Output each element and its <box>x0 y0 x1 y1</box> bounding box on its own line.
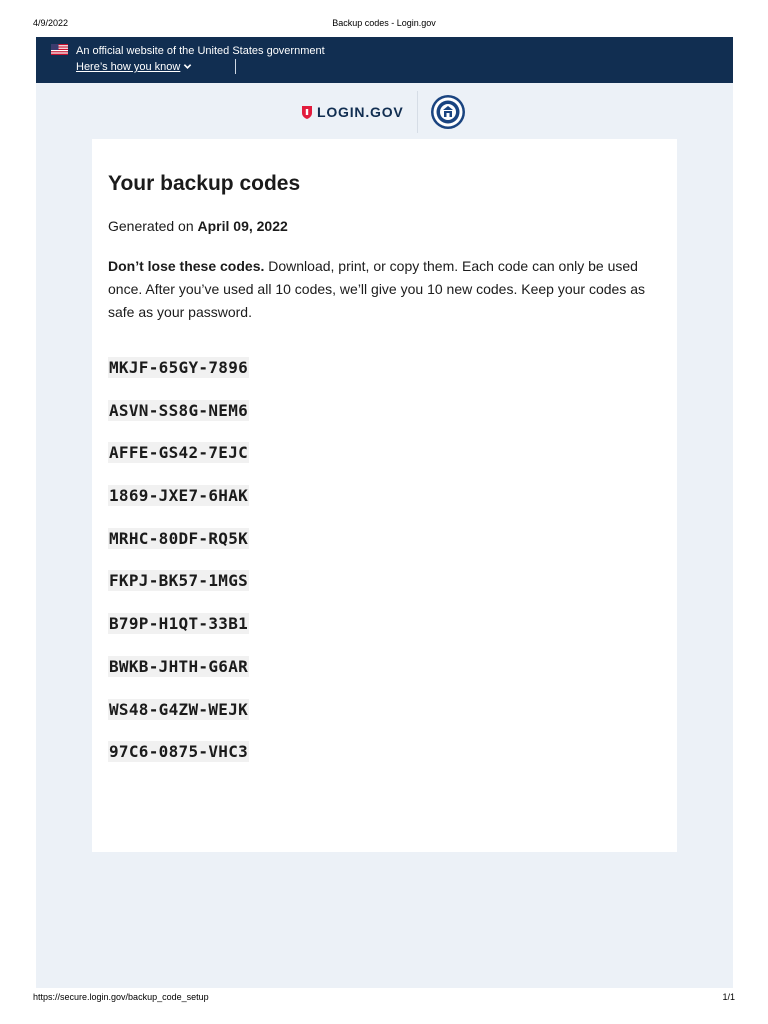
generated-date: April 09, 2022 <box>197 218 288 234</box>
shield-icon <box>301 105 313 120</box>
backup-code: B79P-H1QT-33B1 <box>109 614 249 634</box>
list-item <box>108 485 249 528</box>
backup-codes-card <box>92 139 677 852</box>
backup-code: WS48-G4ZW-WEJK <box>109 699 249 719</box>
list-item <box>108 400 249 443</box>
list-item <box>108 656 249 699</box>
list-item <box>108 357 249 400</box>
gov-banner <box>36 37 733 83</box>
print-footer <box>0 992 768 1006</box>
print-header <box>0 18 768 32</box>
us-flag-icon <box>51 44 68 55</box>
heres-how-you-know-label: Here’s how you know <box>76 61 181 73</box>
generated-prefix: Generated on <box>108 218 198 234</box>
backup-code: FKPJ-BK57-1MGS <box>109 571 249 591</box>
print-date: 4/9/2022 <box>33 18 69 28</box>
backup-code: ASVN-SS8G-NEM6 <box>109 400 249 420</box>
backup-code: AFFE-GS42-7EJC <box>109 443 249 463</box>
warning-paragraph <box>108 255 658 324</box>
logo-divider <box>417 91 418 133</box>
backup-code: MKJF-65GY-7896 <box>109 358 249 377</box>
banner-official-text: An official website of the United States government <box>76 45 325 57</box>
list-item <box>108 528 249 571</box>
list-item <box>108 442 249 485</box>
backup-codes-list <box>108 357 249 784</box>
generated-date-line <box>108 218 288 234</box>
print-page-number: 1/1 <box>722 992 735 1002</box>
list-item <box>108 741 249 784</box>
list-item <box>108 699 249 742</box>
print-url: https://secure.login.gov/backup_code_setup <box>33 992 209 1002</box>
backup-code: 97C6-0875-VHC3 <box>109 742 249 762</box>
print-title: Backup codes - Login.gov <box>332 18 436 28</box>
logo-text: LOGIN.GOV <box>317 104 404 120</box>
chevron-down-icon <box>183 62 192 71</box>
backup-code: BWKB-JHTH-G6AR <box>109 656 249 676</box>
warning-text: Download, print, or copy them. Each code can only be used once. After you’ve used all 10 codes, we’ll give you 10 new codes. Keep your codes as safe as your password. <box>108 258 645 320</box>
warning-bold: Don’t lose these codes. <box>108 258 265 274</box>
banner-divider <box>235 59 236 74</box>
backup-code: 1869-JXE7-6HAK <box>109 486 249 506</box>
gsa-seal-icon <box>430 94 466 130</box>
page-title: Your backup codes <box>108 172 301 195</box>
login-gov-logo[interactable] <box>301 102 404 122</box>
list-item <box>108 613 249 656</box>
backup-code: MRHC-80DF-RQ5K <box>109 528 249 548</box>
heres-how-you-know-link[interactable] <box>76 61 192 73</box>
list-item <box>108 570 249 613</box>
